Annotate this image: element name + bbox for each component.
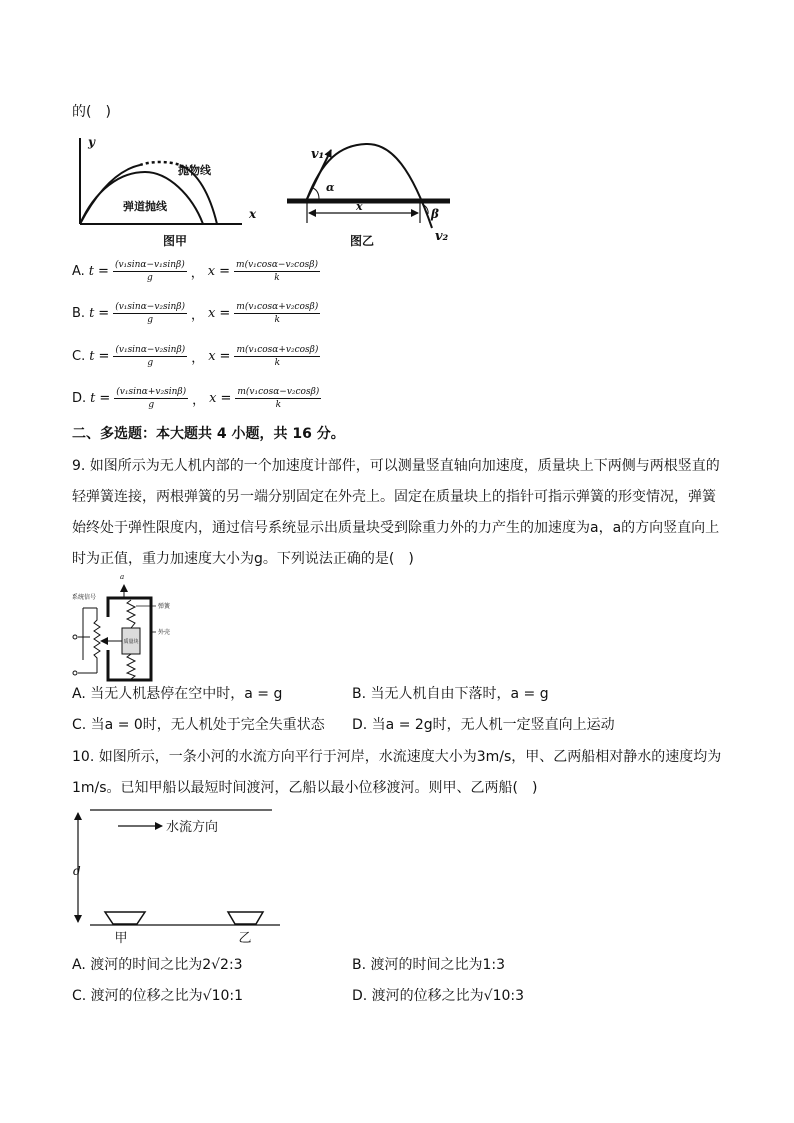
t-variable: t <box>89 348 95 364</box>
q10-option-a: A. 渡河的时间之比为2√2:3 <box>72 957 243 973</box>
t-numerator: (v₁sinα+v₂sinβ) <box>116 386 187 397</box>
t-fraction <box>113 259 187 284</box>
q8-option-c <box>72 339 324 373</box>
q9-option-a: A. 当无人机悬停在空中时，a = g <box>72 686 283 702</box>
equals-sign: = <box>220 390 232 406</box>
ballistic-curve <box>80 172 203 224</box>
q8-option-d <box>72 381 325 415</box>
width-label: d <box>73 864 81 878</box>
x-fraction <box>234 344 320 369</box>
boat-jia <box>105 912 145 924</box>
fig-b-caption: 图乙 <box>349 234 375 248</box>
mass-label: 质量块 <box>123 639 139 645</box>
t-variable: t <box>88 263 95 279</box>
v2-label: v₂ <box>435 229 449 244</box>
x-denominator: k <box>274 272 280 283</box>
q10-option-d: D. 渡河的位移之比为√10:3 <box>352 988 525 1004</box>
t-numerator: (v₁sinα−v₁sinβ) <box>114 259 185 270</box>
x-fraction <box>235 386 321 411</box>
t-numerator: (v₁sinα−v₂sinβ) <box>115 344 186 355</box>
boat-yi <box>228 912 263 924</box>
equals-sign: = <box>98 263 109 279</box>
q10-option-b: B. 渡河的时间之比为1:3 <box>352 957 506 973</box>
t-denominator: g <box>148 399 155 410</box>
boat-jia-label: 甲 <box>114 931 128 946</box>
option-letter: D. <box>72 390 87 406</box>
t-denominator: g <box>147 314 153 325</box>
terminal <box>73 635 77 639</box>
q9-option-d: D. 当a = 2g时，无人机一定竖直向上运动 <box>352 717 615 733</box>
alpha-label: α <box>326 181 335 194</box>
q10-option-c: C. 渡河的位移之比为√10:1 <box>72 988 244 1004</box>
q8-stem-tail: 的( ) <box>72 104 111 120</box>
accel-a-label: a <box>120 573 125 581</box>
resistor <box>94 617 100 673</box>
x-variable: x <box>208 348 216 364</box>
q8-figures <box>60 128 470 250</box>
separator: ， <box>190 265 204 281</box>
q10-line: 10. 如图所示，一条小河的水流方向平行于河岸，水流速度大小为3m/s，甲、乙两船相对静水的速度均为 <box>72 749 722 765</box>
v1-label: v₁ <box>311 147 325 162</box>
q8-option-b <box>72 296 324 330</box>
signal-label: 系统信号 <box>72 594 97 601</box>
river-figure <box>66 802 286 950</box>
q9-line: 9. 如图所示为无人机内部的一个加速度计部件，可以测量竖直轴向加速度，质量块上下两侧与两根竖直的 <box>72 458 720 474</box>
equals-sign: = <box>98 348 110 364</box>
x-numerator: m(v₁cosα+v₂cosβ) <box>236 301 319 312</box>
x-variable: x <box>209 390 217 406</box>
parabola-label: 抛物线 <box>178 164 211 177</box>
x-numerator: m(v₁cosα−v₂cosβ) <box>236 259 318 270</box>
equals-sign: = <box>219 348 231 364</box>
fig-a-x-label: x <box>249 207 257 221</box>
bottom-spring <box>127 654 135 679</box>
ballistic-label: 弹道抛线 <box>123 200 167 213</box>
option-letter: A. <box>72 263 85 279</box>
x-denominator: k <box>274 314 280 325</box>
section-heading: 二、多选题：本大题共 4 小题，共 16 分。 <box>72 426 345 442</box>
boat-yi-label: 乙 <box>238 931 252 946</box>
x-variable: x <box>208 305 216 321</box>
t-numerator: (v₁sinα−v₂sinβ) <box>115 301 186 312</box>
t-fraction <box>114 386 188 411</box>
option-letter: B. <box>72 305 86 321</box>
terminal <box>73 671 77 675</box>
q9-line: 时为正值，重力加速度大小为g。下列说法正确的是( ) <box>72 551 414 567</box>
t-denominator: g <box>146 272 153 283</box>
separator: ， <box>191 307 205 323</box>
equals-sign: = <box>219 305 231 321</box>
top-spring <box>127 600 135 628</box>
t-fraction <box>113 301 187 326</box>
x-denominator: k <box>274 357 281 368</box>
t-denominator: g <box>147 357 154 368</box>
equals-sign: = <box>99 390 111 406</box>
x-variable: x <box>207 263 216 279</box>
fig-a-y-label: y <box>88 135 95 149</box>
x-denominator: k <box>275 399 282 410</box>
accelerometer-figure <box>66 570 181 685</box>
equals-sign: = <box>98 305 110 321</box>
fig-a-caption: 图甲 <box>162 234 188 248</box>
spring-label: 弹簧 <box>158 603 171 610</box>
x-fraction <box>234 259 320 284</box>
t-variable: t <box>89 305 95 321</box>
q9-line: 始终处于弹性限度内，通过信号系统显示出质量块受到除重力外的力产生的加速度为a，a的方向竖直向上 <box>72 520 720 536</box>
t-variable: t <box>90 390 96 406</box>
alpha-arc <box>313 188 319 199</box>
equals-sign: = <box>219 263 231 279</box>
separator: ， <box>191 350 205 366</box>
flow-label: 水流方向 <box>166 820 219 835</box>
beta-label: β <box>431 207 439 221</box>
t-fraction <box>113 344 187 369</box>
q9-option-c: C. 当a = 0时，无人机处于完全失重状态 <box>72 717 325 733</box>
q9-option-b: B. 当无人机自由下落时，a = g <box>352 686 549 702</box>
separator: ， <box>192 392 206 408</box>
x-fraction <box>234 301 320 326</box>
q9-line: 轻弹簧连接，两根弹簧的另一端分别固定在外壳上。固定在质量块上的指针可指示弹簧的形变情况，弹簧 <box>72 489 716 505</box>
option-letter: C. <box>72 348 86 364</box>
parabola-curve-top <box>140 162 180 165</box>
x-numerator: m(v₁cosα+v₂cosβ) <box>236 344 319 355</box>
x-dim-label: x <box>356 200 363 213</box>
q10-line: 1m/s。已知甲船以最短时间渡河，乙船以最小位移渡河。则甲、乙两船( ) <box>72 780 538 796</box>
x-numerator: m(v₁cosα−v₂cosβ) <box>237 386 320 397</box>
shell-label: 外壳 <box>158 629 171 636</box>
q8-option-a <box>72 254 324 288</box>
